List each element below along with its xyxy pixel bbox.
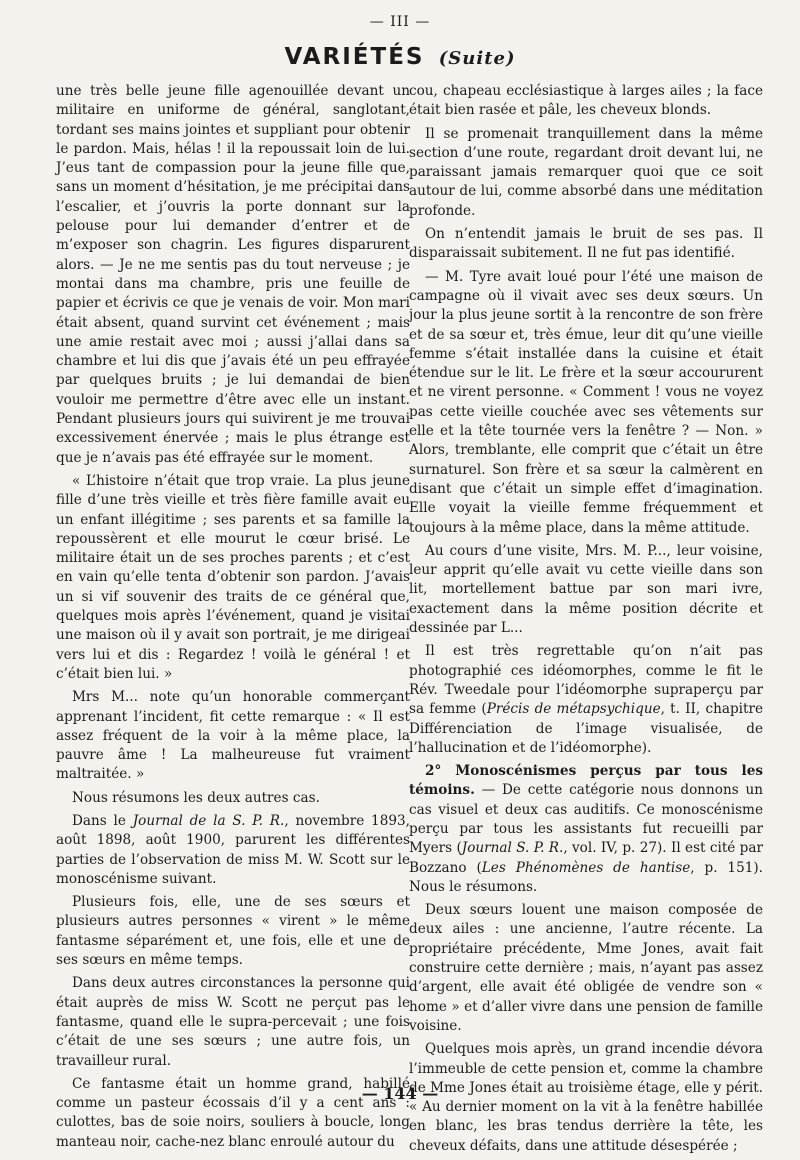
text-run: , novembre 1893, août 1898, août 1900, parurent les différentes parties de l’observation de miss M. W. Scott sur le monoscénisme suivant.: [56, 812, 410, 887]
paragraph: « L’histoire n’était que trop vraie. La plus jeune fille d’une très vieille et très fière famille avait eu un enfant illégitime ; ses parents et sa famille la repoussèrent et elle mourut le cœur brisé. Le militaire était un de ses proches parents ; et c’est en vain qu’elle tenta d’obtenir son pardon. J’avais un si vif souvenir des traits de ce général que, quelques mois après l’événement, quand je visitai une maison où il y avait son portrait, je me dirigeai vers lui et dis : Regardez ! voilà le général ! et c’était bien lui. »: [56, 472, 410, 682]
paragraph: Plusieurs fois, elle, une de ses sœurs et plusieurs autres personnes « virent » le même fantasme séparément et, une fois, elle et une de ses sœurs en même temps.: [56, 894, 410, 969]
paragraph: [409, 642, 763, 758]
paragraph: Deux sœurs louent une maison composée de deux ailes : une ancienne, l’autre récente. La propriétaire précédente, Mme Jones, avait fait construire cette dernière ; mais, n’ayant pas assez d’argent, elle avait été obligée de vendre son « home » et d’aller vivre dans une pension de famille voisine.: [409, 902, 763, 1034]
page-number: — 144 —: [361, 1084, 439, 1103]
text-run: , vol. IV, p. 27). Il est cité par Bozzano (: [409, 840, 763, 876]
paragraph: — M. Tyre avait loué pour l’été une maison de campagne où il vivait avec ses deux sœurs. Un jour la plus jeune sortit à la rencontre de son frère et de sa sœur et, très émue, leur dit qu’une vieille femme s’était installée dans la cuisine et était étendue sur le lit. Le frère et la sœur accoururent et ne virent personne. « Comment ! vous ne voyez pas cette vieille couchée avec ses vêtements sur elle et la tête tournée vers la fenêtre ? — Non. » Alors, tremblante, elle comprit que c’était un être surnaturel. Son frère et sa sœur la calmèrent en disant que c’était un simple effet d’imagination. Elle voyait la vieille femme fréquemment et toujours à la même place, dans la même attitude.: [409, 268, 763, 536]
paragraph: On n’entendit jamais le bruit de ses pas. Il disparaissait subitement. Il ne fut pas identifié.: [409, 226, 763, 262]
book-citation: Précis de métapsychique: [486, 701, 661, 718]
text-run: , t. II, chapitre Différenciation de l’image visualisée, de l’hallucination et de l’idéomorphe).: [409, 701, 763, 756]
section-title-text: VARIÉTÉS: [284, 44, 425, 70]
subsection-heading: 2° Monoscénismes perçus par tous les témoins.: [409, 763, 763, 799]
right-column: [409, 82, 763, 1160]
paragraph: Ce fantasme était un homme grand, habillé comme un pasteur écossais d’il y a cent ans : culottes, bas de soie noirs, souliers à boucle, long manteau noir, cache-nez blanc enroulé autour du: [56, 1075, 410, 1150]
paragraph: [56, 812, 410, 889]
text-run: Dans le: [72, 812, 133, 829]
journal-citation: Journal de la S. P. R.: [132, 812, 285, 829]
text-run: , p. 151). Nous le résumons.: [409, 859, 763, 895]
paragraph: cou, chapeau ecclésiastique à larges ailes ; la face était bien rasée et pâle, les cheveux blonds.: [409, 83, 763, 119]
left-column: [56, 82, 410, 1156]
paragraph: Mrs M... note qu’un honorable commerçant apprenant l’incident, fit cette remarque : « Il est assez fréquent de la voir à la même place, la pauvre âme ! La malheureuse fut vraiment maltraitée. »: [56, 689, 410, 783]
paragraph: Nous résumons les deux autres cas.: [72, 789, 320, 806]
paragraph: Il se promenait tranquillement dans la même section d’une route, regardant droit devant lui, ne paraissant jamais remarquer quoi que ce soit autour de lui, comme absorbé dans une méditation profonde.: [409, 125, 763, 219]
paragraph: [409, 762, 763, 897]
section-subtitle: (Suite): [438, 48, 516, 69]
paragraph: Quelques mois après, un grand incendie dévora l’immeuble de cette pension et, comme la chambre de Mme Jones était au troisième étage, elle y périt. « Au dernier moment on la vit à la fenêtre habillée en blanc, les bras tendus derrière la tête, les cheveux défaits, dans une attitude désespérée ;: [409, 1041, 763, 1154]
paragraph: une très belle jeune fille agenouillée devant un militaire en uniforme de général, sanglotant, tordant ses mains jointes et suppliant pour obtenir le pardon. Mais, hélas ! il la repoussait loin de lui. J’eus tant de compassion pour la jeune fille que, sans un moment d’hésitation, je me précipitai dans l’escalier, et j’ouvris la porte donnant sur la pelouse pour lui demander d’entrer et de m’exposer son chagrin. Les figures disparurent alors. — Je ne me sentis pas du tout nerveuse ; je montai dans ma chambre, pris une feuille de papier et écrivis ce que je venais de voir. Mon mari était absent, quand survint cet événement ; mais une amie restait avec moi ; aussi j’allai dans sa chambre et lui dis que j’avais été un peu effrayée par quelques bruits ; je lui demandai de bien vouloir me permettre d’être avec elle un instant. Pendant plusieurs jours qui suivirent je me trouvai excessivement énervée ; mais le plus étrange est que je n’avais pas été effrayée sur le moment.: [56, 83, 410, 466]
section-number: — III —: [369, 14, 431, 30]
paragraph: Au cours d’une visite, Mrs. M. P..., leur voisine, leur apprit qu’elle avait vu cette vieille dans son lit, mortellement battue par son mari ivre, exactement dans la même position décrite et dessinée par L...: [409, 542, 763, 637]
paragraph: Dans deux autres circonstances la personne qui était auprès de miss W. Scott ne perçut pas le fantasme, quand elle le supra-percevait ; une fois c’était de une ses sœurs ; une autre fois, un travailleur rural.: [56, 975, 410, 1069]
text-run: Il est très regrettable qu’on n’ait pas photographié ces idéomorphes, comme le fit le Rév. Tweedale pour l’idéomorphe supraperçu par sa femme (: [409, 643, 763, 718]
journal-citation: Journal S. P. R.: [461, 840, 564, 857]
text-run: — De cette catégorie nous donnons un cas visuel et deux cas auditifs. Ce monoscénisme perçu par tous les assistants fut recueilli par Myers (: [409, 782, 763, 857]
page-title: [0, 44, 800, 70]
book-citation: Les Phénomènes de hantise: [481, 859, 691, 876]
